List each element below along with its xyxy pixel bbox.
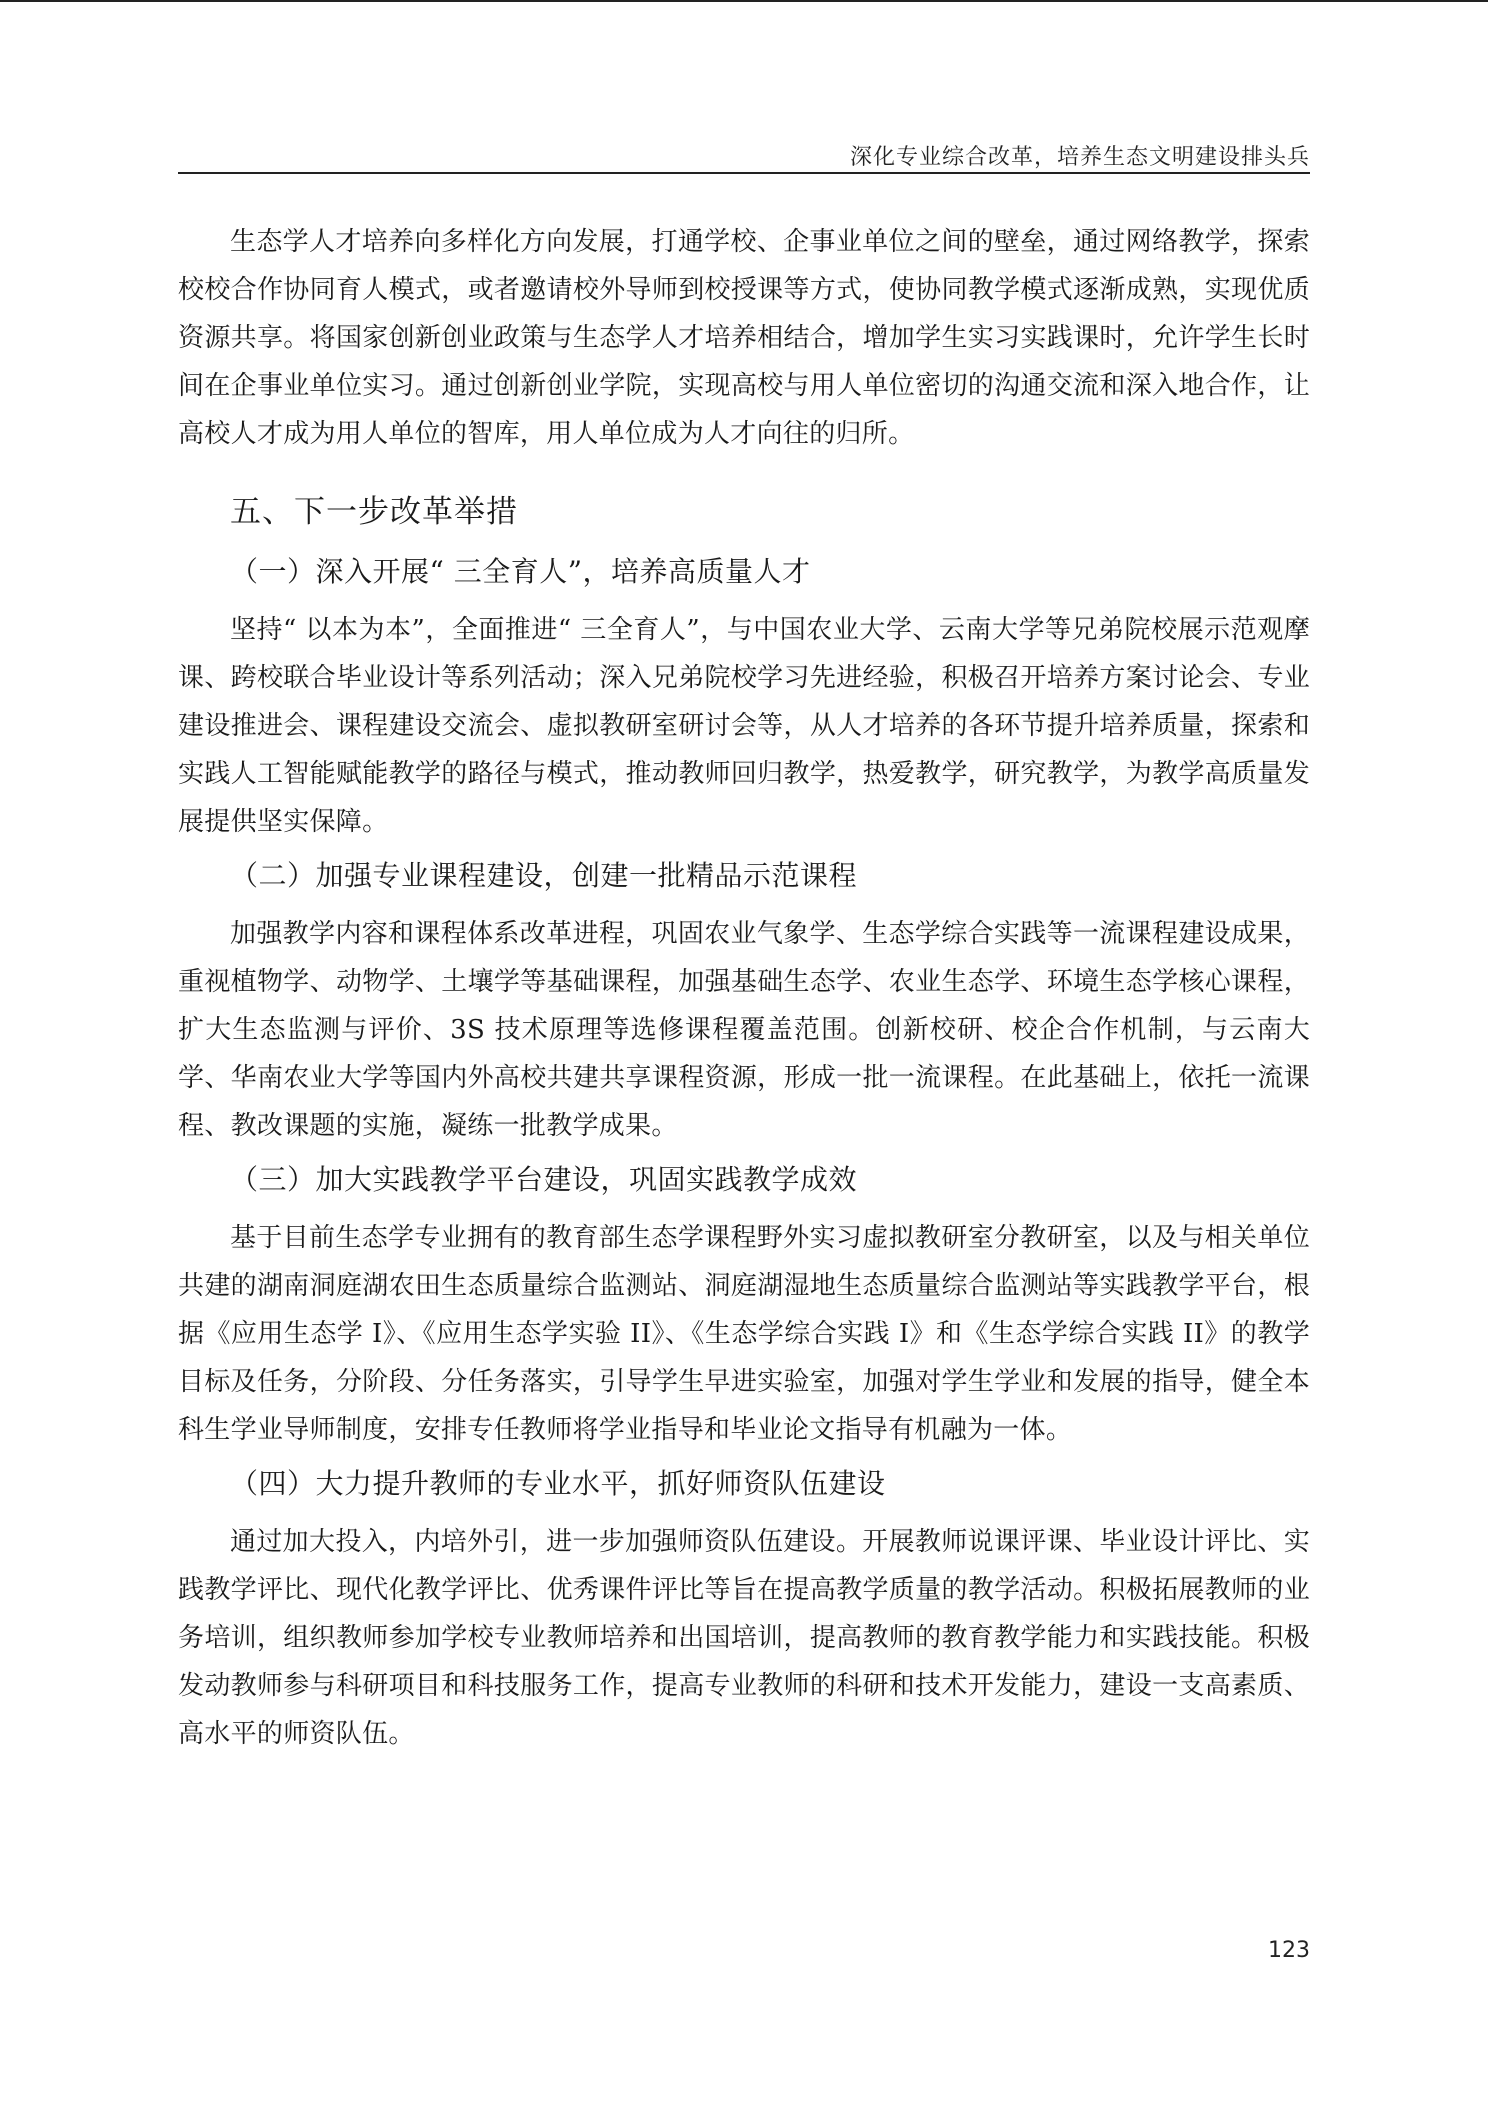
subsection-4-paragraph: 通过加大投入，内培外引，进一步加强师资队伍建设。开展教师说课评课、毕业设计评比、实践教学评比、现代化教学评比、优秀课件评比等旨在提高教学质量的教学活动。积极拓展教师的业务培训，组织教师参加学校专业教师培养和出国培训，提高教师的教育教学能力和实践技能。积极发动教师参与科研项目和科技服务工作，提高专业教师的科研和技术开发能力，建设一支高素质、高水平的师资队伍。 xyxy=(178,1527,1310,1749)
subsection-1-paragraph: 坚持“ 以本为本”，全面推进“ 三全育人”，与中国农业大学、云南大学等兄弟院校展示范观摩课、跨校联合毕业设计等系列活动；深入兄弟院校学习先进经验，积极召开培养方案讨论会、专业建设推进会、课程建设交流会、虚拟教研室研讨会等，从人才培养的各环节提升培养质量，探索和实践人工智能赋能教学的路径与模式，推动教师回归教学，热爱教学，研究教学，为教学高质量发展提供坚实保障。 xyxy=(178,615,1310,837)
subsection-3-paragraph: 基于目前生态学专业拥有的教育部生态学课程野外实习虚拟教研室分教研室，以及与相关单位共建的湖南洞庭湖农田生态质量综合监测站、洞庭湖湿地生态质量综合监测站等实践教学平台，根据《应用生态学 I》、《应用生态学实验 II》、《生态学综合实践 I》和《生态学综合实践 II》的教学目标及任务，分阶段、分任务落实，引导学生早进实验室，加强对学生学业和发展的指导，健全本科生学业导师制度，安排专任教师将学业指导和毕业论文指导有机融为一体。 xyxy=(178,1223,1310,1445)
page-number: 123 xyxy=(1268,1938,1310,1963)
intro-paragraph: 生态学人才培养向多样化方向发展，打通学校、企事业单位之间的壁垒，通过网络教学，探索校校合作协同育人模式，或者邀请校外导师到校授课等方式，使协同教学模式逐渐成熟，实现优质资源共享。将国家创新创业政策与生态学人才培养相结合，增加学生实习实践课时，允许学生长时间在企事业单位实习。通过创新创业学院，实现高校与用人单位密切的沟通交流和深入地合作，让高校人才成为用人单位的智库，用人单位成为人才向往的归所。 xyxy=(178,227,1310,449)
subsection-2-paragraph: 加强教学内容和课程体系改革进程，巩固农业气象学、生态学综合实践等一流课程建设成果，重视植物学、动物学、土壤学等基础课程，加强基础生态学、农业生态学、环境生态学核心课程，扩大生态监测与评价、3S 技术原理等选修课程覆盖范围。创新校研、校企合作机制，与云南大学、华南农业大学等国内外高校共建共享课程资源，形成一批一流课程。在此基础上，依托一流课程、教改课题的实施，凝练一批教学成果。 xyxy=(178,919,1310,1141)
running-header: 深化专业综合改革，培养生态文明建设排头兵 xyxy=(849,145,1310,170)
subsection-3-heading: （三）加大实践教学平台建设，巩固实践教学成效 xyxy=(230,1163,858,1196)
subsection-1-heading: （一）深入开展“ 三全育人”，培养高质量人才 xyxy=(230,555,811,588)
page-content xyxy=(178,218,1310,1758)
page-top-border xyxy=(0,0,1488,2)
subsection-2-heading: （二）加强专业课程建设，创建一批精品示范课程 xyxy=(230,859,858,892)
header-rule xyxy=(178,172,1310,174)
section-heading: 五、下一步改革举措 xyxy=(230,494,518,530)
subsection-4-heading: （四）大力提升教师的专业水平，抓好师资队伍建设 xyxy=(230,1467,886,1500)
